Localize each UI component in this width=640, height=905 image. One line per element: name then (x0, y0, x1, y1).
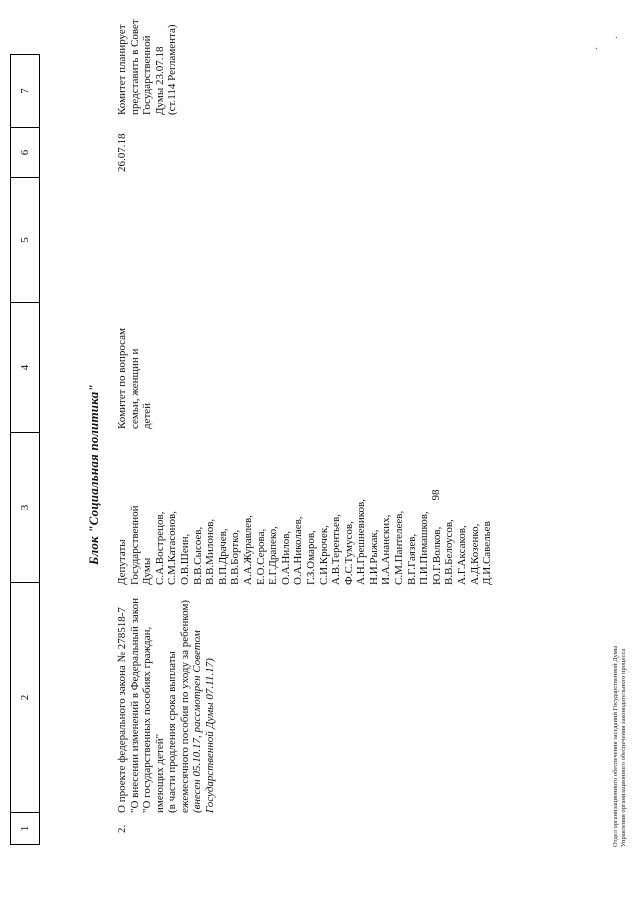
author-line: Н.И.Рыжак, (367, 529, 380, 585)
committee-line: семьи, женщин и (128, 348, 141, 429)
author-line: Г.З.Омаров, (304, 530, 317, 585)
author-line: С.М.Пантелеев, (393, 510, 406, 585)
footer-line: Управления организационного обеспечения законодательного процесса (620, 648, 627, 847)
responsible-committee (116, 299, 154, 429)
block-title: Блок "Социальная политика" (86, 384, 101, 565)
bill-note-line: (внесен 05.10.17, рассмотрен Советом (191, 630, 203, 813)
bill-title-line: имеющих детей" (153, 733, 166, 813)
header-col-3: 3 (11, 433, 39, 583)
scan-speck: · (592, 46, 603, 50)
author-line: О.А.Нилов, (279, 530, 292, 585)
committee-line: Комитет по вопросам (116, 328, 128, 429)
author-line: Депутаты (116, 539, 128, 585)
author-line: А.Н.Грешневиков, (355, 499, 368, 585)
header-col-6: 6 (11, 128, 39, 178)
footer-line: Отдел организационного обеспечения заседаний Государственной Думы (612, 645, 619, 847)
author-line: В.В.Сысоев, (191, 526, 204, 585)
committee-line: детей (141, 402, 153, 429)
bill-title-line: ежемесячного пособия по уходу за ребенком) (178, 599, 191, 813)
header-col-7: 7 (11, 55, 39, 128)
status-line: (ст.114 Регламента) (166, 24, 178, 115)
author-line: В.В.Белоусов, (443, 519, 456, 585)
column-header-table (10, 54, 40, 845)
author-line: А.А.Журавлев, (241, 515, 254, 585)
author-line: С.М.Катасонов, (166, 511, 179, 585)
author-line: А.Г.Аксаков, (456, 525, 469, 585)
page-number: 98 (430, 489, 442, 501)
status-note (116, 5, 179, 115)
planned-date: 26.07.18 (116, 133, 128, 172)
header-col-5: 5 (11, 178, 39, 303)
author-line: Д.И.Савельев (481, 521, 494, 585)
bill-title-line: (в части продления срока выплаты (166, 651, 178, 813)
status-line: Думы 23.07.18 (153, 46, 166, 115)
author-line: А.В.Терентьев, (330, 514, 343, 585)
author-line: А.Д.Козенко, (468, 523, 481, 585)
status-line: Комитет планирует (116, 24, 128, 115)
bill-note-line: Государственной Думы 07.11.17) (203, 658, 216, 813)
author-line: В.П.Драчев, (216, 528, 229, 585)
footer-note (612, 646, 628, 847)
author-line: Ф.С.Тумусов, (342, 521, 355, 585)
author-line: О.А.Николаев, (292, 516, 305, 585)
bill-title-line: "О государственных пособиях граждан, (141, 626, 153, 813)
author-line: С.А.Вострецов, (153, 511, 166, 585)
scan-speck: · (612, 35, 623, 39)
header-col-2: 2 (11, 583, 39, 813)
author-line: В.Г.Гаязев, (405, 533, 418, 585)
author-line: П.И.Пимашков, (418, 511, 431, 585)
author-line: С.И.Крючек, (317, 525, 330, 585)
author-line: И.А.Ананских, (380, 514, 393, 585)
status-line: представить в Совет (128, 19, 141, 115)
author-line: Думы (141, 557, 154, 585)
author-line: Ю.Г.Волков, (430, 526, 443, 585)
author-line: Государственной (128, 505, 141, 585)
header-col-4: 4 (11, 303, 39, 433)
header-col-1: 1 (11, 813, 39, 845)
bill-title-line: "О внесении изменений в Федеральный закон (128, 598, 141, 813)
author-line: Е.О.Серова, (254, 528, 267, 585)
author-line: В.В.Бортко, (229, 529, 242, 585)
author-line: О.В.Шеин, (178, 533, 191, 585)
author-line: В.В.Милонов, (204, 518, 217, 585)
status-line: Государственной (141, 35, 153, 115)
bill-description (116, 573, 216, 813)
author-line: Е.Г.Драпеко, (267, 526, 280, 585)
authors-list (116, 430, 494, 585)
row-number: 2. (116, 824, 128, 833)
bill-title-line: О проекте федерального закона № 278518-7 (116, 607, 128, 813)
